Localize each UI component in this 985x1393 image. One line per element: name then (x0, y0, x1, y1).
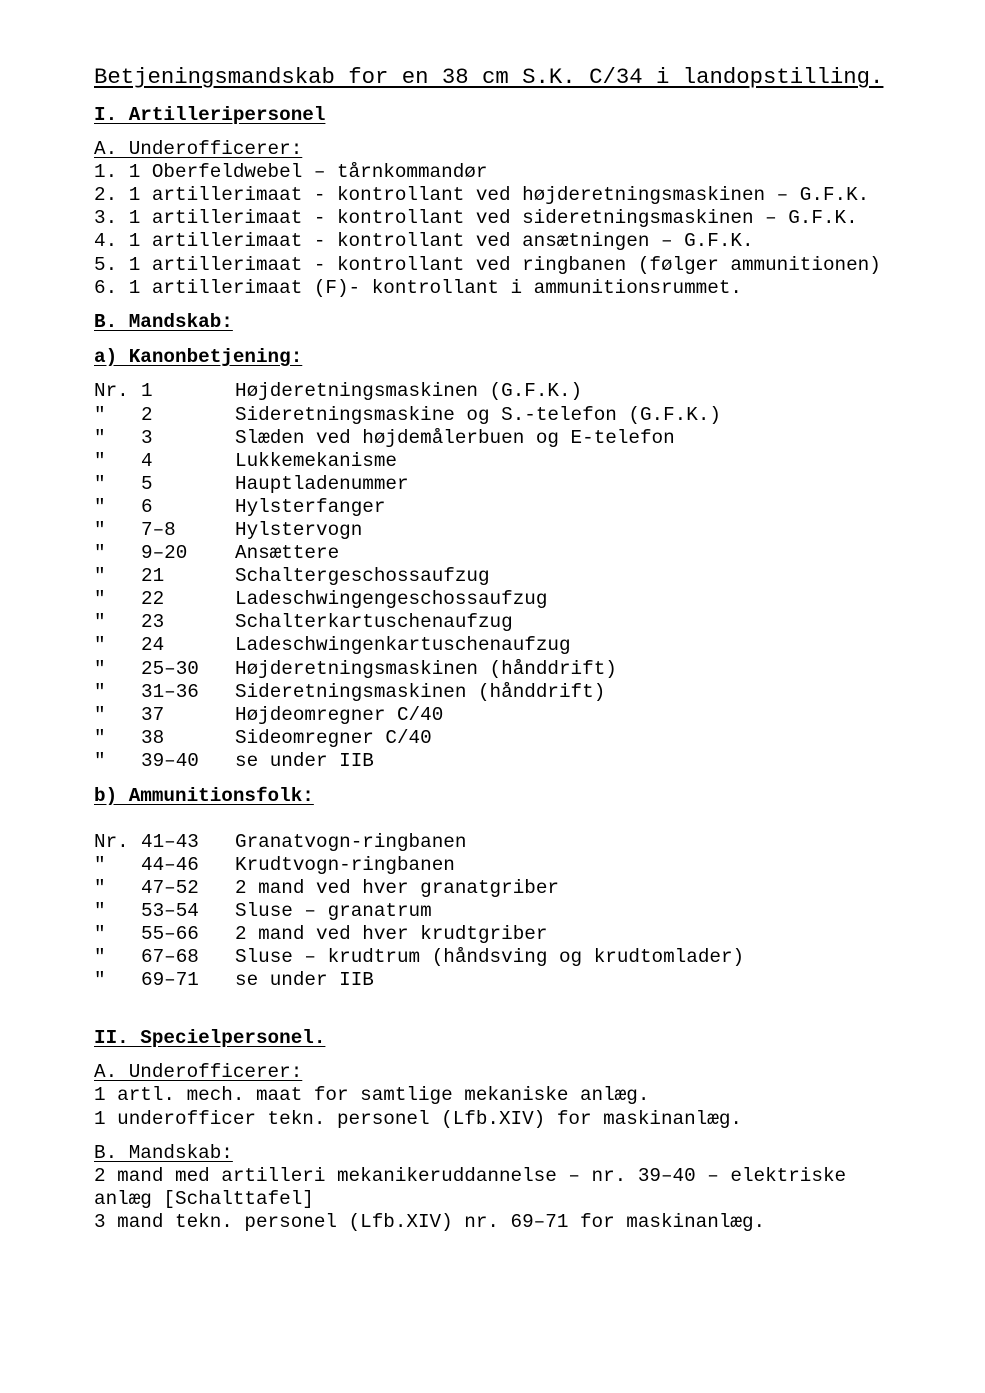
special-mandskab-line: 3 mand tekn. personel (Lfb.XIV) nr. 69–71 for maskinanlæg. (94, 1211, 766, 1234)
crew-duty: Ansættere (235, 542, 340, 565)
crew-prefix: ″ (94, 657, 106, 680)
crew-number: 3 (141, 426, 153, 449)
ammunitionsfolk-heading: b) Ammunitionsfolk: (94, 784, 314, 807)
ammunitionsfolk-list (94, 831, 974, 993)
crew-prefix: ″ (94, 969, 106, 992)
crew-row (94, 427, 974, 450)
crew-row (94, 854, 974, 877)
special-underofficer-line: 1 artl. mech. maat for samtlige mekaniske anlæg. (94, 1084, 650, 1107)
underofficer-item: 2. 1 artillerimaat - kontrollant ved højderetningsmaskinen – G.F.K. (94, 184, 870, 207)
underofficer-item: 1. 1 Oberfeldwebel – tårnkommandør (94, 161, 488, 184)
crew-number: 31–36 (141, 680, 199, 703)
crew-number: 44–46 (141, 853, 199, 876)
crew-duty: Højderetningsmaskinen (hånddrift) (235, 657, 617, 680)
crew-row (94, 565, 974, 588)
crew-duty: Ladeschwingengeschossaufzug (235, 588, 548, 611)
crew-duty: Sluse – krudtrum (håndsving og krudtomlader) (235, 946, 745, 969)
crew-row (94, 496, 974, 519)
crew-row (94, 634, 974, 657)
document-page (94, 62, 974, 1235)
crew-prefix: ″ (94, 634, 106, 657)
crew-row (94, 704, 974, 727)
crew-number: 24 (141, 634, 165, 657)
crew-row (94, 877, 974, 900)
crew-prefix: ″ (94, 899, 106, 922)
crew-number: 25–30 (141, 657, 199, 680)
underofficer-item: 6. 1 artillerimaat (F)- kontrollant i ammunitionsrummet. (94, 276, 742, 299)
crew-row (94, 404, 974, 427)
crew-prefix: ″ (94, 449, 106, 472)
crew-prefix: ″ (94, 611, 106, 634)
crew-prefix: ″ (94, 519, 106, 541)
crew-duty: Granatvogn-ringbanen (235, 830, 467, 853)
crew-row (94, 611, 974, 634)
crew-prefix: ″ (94, 946, 106, 969)
crew-row (94, 946, 974, 969)
crew-row (94, 727, 974, 750)
crew-row (94, 831, 974, 854)
crew-prefix: ″ (94, 876, 106, 899)
crew-duty: Sideomregner C/40 (235, 726, 432, 749)
section-1b-heading: B. Mandskab: (94, 311, 233, 334)
crew-prefix: ″ (94, 726, 106, 749)
crew-duty: Hylstervogn (235, 519, 363, 541)
crew-duty: Hauptladenummer (235, 472, 409, 495)
crew-number: 6 (141, 495, 153, 518)
underofficer-item: 5. 1 artillerimaat - kontrollant ved ringbanen (følger ammunitionen) (94, 253, 881, 276)
crew-row (94, 750, 974, 773)
crew-number: 37 (141, 703, 165, 726)
kanonbetjening-list (94, 380, 974, 773)
crew-duty: se under IIB (235, 969, 374, 992)
underofficer-list (94, 161, 974, 300)
crew-number: 39–40 (141, 749, 199, 772)
crew-row (94, 450, 974, 473)
crew-number: 67–68 (141, 946, 199, 969)
crew-prefix: ″ (94, 403, 106, 426)
crew-prefix: ″ (94, 680, 106, 703)
crew-prefix: ″ (94, 588, 106, 611)
crew-duty: Lukkemekanisme (235, 449, 397, 472)
underofficer-item: 3. 1 artillerimaat - kontrollant ved sideretningsmaskinen – G.F.K. (94, 207, 858, 230)
kanonbetjening-heading: a) Kanonbetjening: (94, 345, 303, 368)
special-mandskab-line: anlæg [Schalttafel] (94, 1188, 314, 1211)
crew-row (94, 380, 974, 403)
crew-duty: Schaltergeschossaufzug (235, 565, 490, 588)
section-1a-heading: A. Underofficerer: (94, 138, 303, 161)
crew-row (94, 519, 974, 542)
crew-duty: Sideretningsmaskinen (hånddrift) (235, 680, 606, 703)
special-mandskab-list (94, 1165, 974, 1234)
section-1-heading: I. Artilleripersonel (94, 103, 326, 126)
section-2b-heading: B. Mandskab: (94, 1142, 233, 1165)
crew-prefix: ″ (94, 703, 106, 726)
crew-number: 7–8 (141, 519, 176, 541)
crew-number: 4 (141, 449, 153, 472)
crew-prefix: Nr. (94, 830, 129, 853)
crew-prefix: ″ (94, 426, 106, 449)
crew-row (94, 923, 974, 946)
crew-prefix: ″ (94, 923, 106, 945)
crew-duty: Højderetningsmaskinen (G.F.K.) (235, 380, 583, 403)
section-2-heading: II. Specielpersonel. (94, 1026, 326, 1049)
crew-number: 47–52 (141, 876, 199, 899)
crew-number: 55–66 (141, 923, 199, 945)
crew-number: 53–54 (141, 899, 199, 922)
underofficer-item: 4. 1 artillerimaat - kontrollant ved ansætningen – G.F.K. (94, 230, 754, 253)
crew-number: 38 (141, 726, 165, 749)
crew-number: 5 (141, 472, 153, 495)
crew-duty: se under IIB (235, 749, 374, 772)
crew-prefix: ″ (94, 472, 106, 495)
crew-row (94, 542, 974, 565)
crew-row (94, 473, 974, 496)
crew-number: 41–43 (141, 830, 199, 853)
crew-duty: Ladeschwingenkartuschenaufzug (235, 634, 571, 657)
crew-duty: Schalterkartuschenaufzug (235, 611, 513, 634)
crew-number: 9–20 (141, 542, 188, 565)
crew-row (94, 681, 974, 704)
crew-row (94, 658, 974, 681)
crew-number: 22 (141, 588, 165, 611)
crew-prefix: Nr. (94, 380, 129, 403)
crew-duty: Højdeomregner C/40 (235, 703, 444, 726)
crew-row (94, 588, 974, 611)
crew-duty: 2 mand ved hver granatgriber (235, 876, 559, 899)
crew-duty: Sideretningsmaskine og S.-telefon (G.F.K.) (235, 403, 721, 426)
crew-row (94, 900, 974, 923)
special-underofficer-list (94, 1084, 974, 1130)
special-underofficer-line: 1 underofficer tekn. personel (Lfb.XIV) for maskinanlæg. (94, 1107, 742, 1130)
crew-duty: Slæden ved højdemålerbuen og E-telefon (235, 426, 675, 449)
crew-number: 2 (141, 403, 153, 426)
crew-prefix: ″ (94, 495, 106, 518)
crew-row (94, 969, 974, 992)
crew-duty: Krudtvogn-ringbanen (235, 853, 455, 876)
special-mandskab-line: 2 mand med artilleri mekanikeruddannelse – nr. 39–40 – elektriske (94, 1165, 847, 1188)
crew-number: 23 (141, 611, 165, 634)
crew-number: 21 (141, 565, 165, 588)
crew-prefix: ″ (94, 853, 106, 876)
crew-prefix: ″ (94, 542, 106, 565)
crew-number: 69–71 (141, 969, 199, 992)
crew-prefix: ″ (94, 565, 106, 588)
crew-prefix: ″ (94, 749, 106, 772)
crew-number: 1 (141, 380, 153, 403)
crew-duty: Hylsterfanger (235, 495, 386, 518)
crew-duty: 2 mand ved hver krudtgriber (235, 923, 548, 945)
document-title: Betjeningsmandskab for en 38 cm S.K. C/34 i landopstilling. (94, 64, 884, 90)
section-2a-heading: A. Underofficerer: (94, 1061, 303, 1084)
crew-duty: Sluse – granatrum (235, 899, 432, 922)
